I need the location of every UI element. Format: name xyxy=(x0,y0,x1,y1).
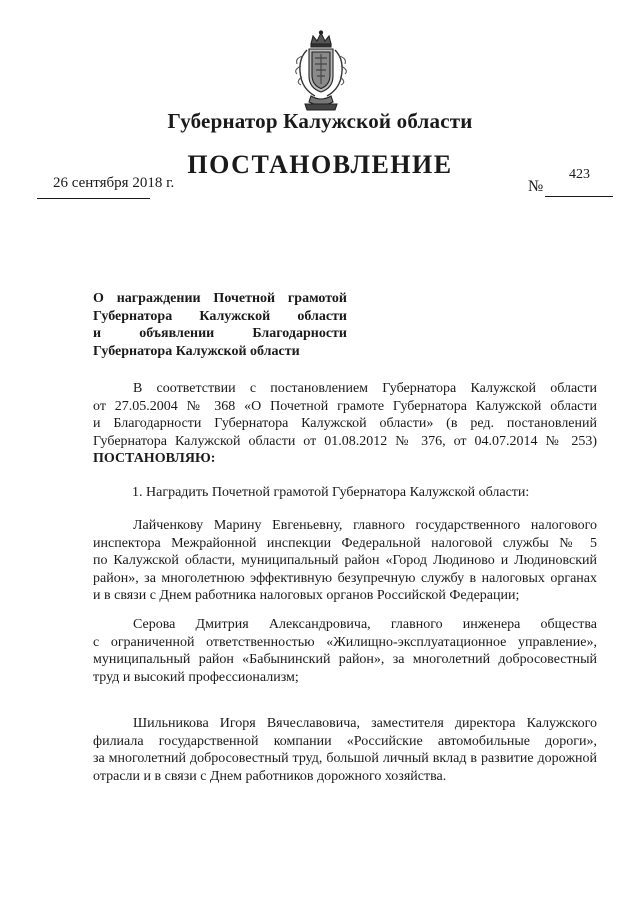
awardee-line: и в связи с Днем работника налоговых органов Российской Федерации; xyxy=(93,588,520,603)
document-type: ПОСТАНОВЛЕНИЕ xyxy=(187,150,453,179)
awardee-line: инспектора Межрайонной инспекции Федеральной налоговой службы № 5 xyxy=(93,535,597,551)
awardee-line: Серова Дмитрия Александровича, главного инженера общества xyxy=(133,617,597,632)
preamble-line: В соответствии с постановлением Губернатора Калужской области xyxy=(133,381,597,396)
subject-line: Губернатора Калужской области xyxy=(93,308,347,324)
coat-of-arms-icon xyxy=(289,30,353,112)
awardee-line: филиала государственной компании «Российские автомобильные дороги», xyxy=(93,733,597,749)
number-underline xyxy=(545,196,613,197)
awardee-line: за многолетний добросовестный труд, большой личный вклад в развитие дорожной xyxy=(93,751,597,766)
document-number: 423 xyxy=(569,167,590,182)
awardee-line: труд и высокий профессионализм; xyxy=(93,669,299,685)
awardee-line: по Калужской области, муниципальный район «Город Людиново и Людиновский xyxy=(93,553,597,568)
awardee-line: район», за многолетнюю эффективную безупречную службу в налоговых органах xyxy=(93,570,597,586)
number-sign: № xyxy=(528,178,544,195)
preamble-line: Губернатора Калужской области от 01.08.2012 № 376, от 04.07.2014 № 253) xyxy=(93,433,597,449)
issuing-authority: Губернатор Калужской области xyxy=(167,109,473,133)
document-date: 26 сентября 2018 г. xyxy=(53,175,175,191)
preamble-paragraph xyxy=(93,380,597,468)
decree-word: ПОСТАНОВЛЯЮ: xyxy=(93,451,216,466)
item-1-heading: 1. Наградить Почетной грамотой Губернатора Калужской области: xyxy=(132,485,530,500)
awardee-line: с ограниченной ответственностью «Жилищно-эксплуатационное управление», xyxy=(93,634,597,650)
subject-line: и объявлении Благодарности xyxy=(93,326,347,341)
subject-line: О награждении Почетной грамотой xyxy=(93,291,347,306)
awardee-paragraph xyxy=(93,616,597,686)
preamble-line: от 27.05.2004 № 368 «О Почетной грамоте Губернатора Калужской области xyxy=(93,398,597,414)
subject-line: Губернатора Калужской области xyxy=(93,343,300,359)
preamble-line: и Благодарности Губернатора Калужской области» (в ред. постановлений xyxy=(93,416,597,431)
awardee-line: отрасли и в связи с Днем работников дорожного хозяйства. xyxy=(93,768,447,784)
awardee-line: муниципальный район «Бабынинский район», за многолетний добросовестный xyxy=(93,652,597,667)
awardee-line: Шильникова Игоря Вячеславовича, заместителя директора Калужского xyxy=(133,716,597,731)
date-underline xyxy=(37,198,150,199)
document-subject xyxy=(93,290,347,360)
awardee-paragraph xyxy=(93,715,597,785)
awardee-line: Лайченкову Марину Евгеньевну, главного государственного налогового xyxy=(133,518,597,533)
awardee-paragraph xyxy=(93,517,597,605)
